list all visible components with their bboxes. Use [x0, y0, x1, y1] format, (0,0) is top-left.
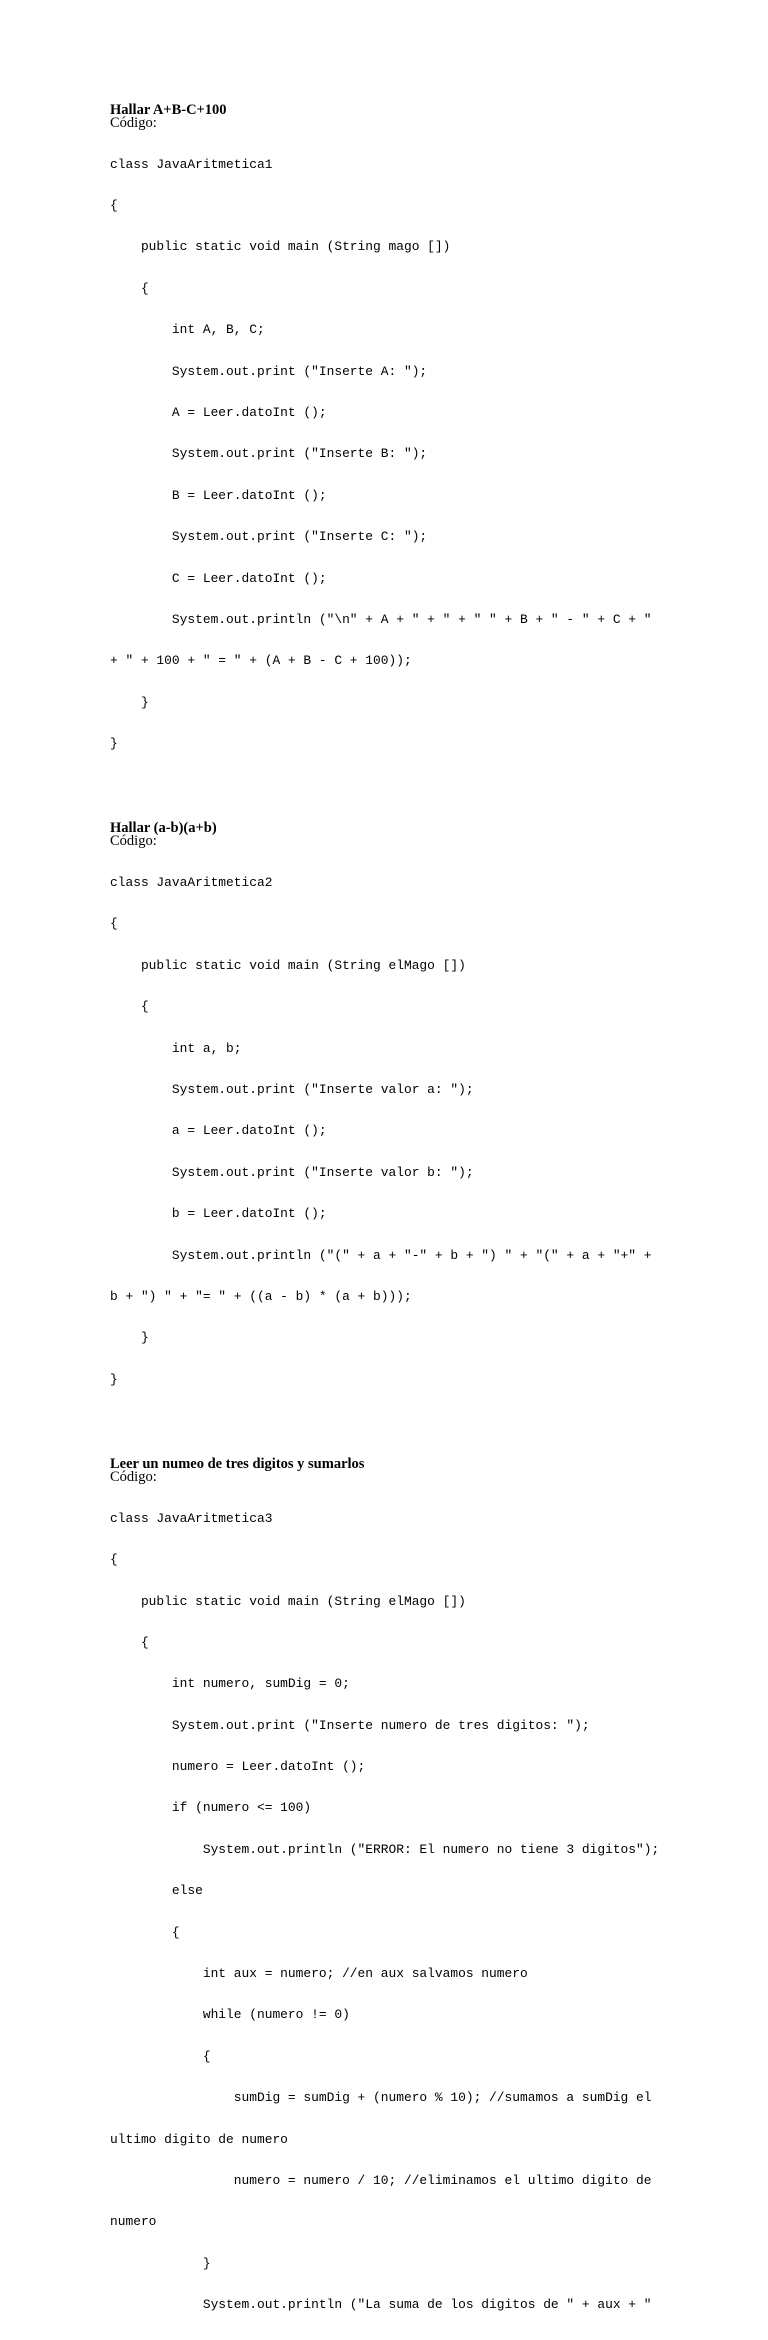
code-line: System.out.print ("Inserte B: ");: [110, 446, 428, 462]
code-line: public static void main (String mago []): [110, 239, 451, 255]
code-line: class JavaAritmetica1: [110, 156, 273, 172]
section-javaaritmetica2: [110, 821, 670, 1414]
code-line: System.out.print ("Inserte valor a: ");: [110, 1082, 474, 1097]
code-line: System.out.print ("Inserte C: ");: [110, 529, 428, 545]
code-line: }: [110, 694, 149, 710]
code-line: System.out.println ("La suma de los digitos de " + aux + ": [110, 2297, 652, 2313]
code-line: sumDig = sumDig + (numero % 10); //sumamos a sumDig el: [110, 2090, 652, 2106]
code-line: {: [110, 1552, 118, 1568]
code-line: ultimo digito de numero: [110, 2131, 288, 2147]
code-line: int numero, sumDig = 0;: [110, 1676, 350, 1692]
code-line: System.out.println ("(" + a + "-" + b + ") " + "(" + a + "+" +: [110, 1247, 652, 1263]
code-label: Código:: [110, 1469, 157, 1486]
code-line: if (numero <= 100): [110, 1800, 312, 1816]
code-line: System.out.print ("Inserte A: ");: [110, 363, 428, 379]
code-line: System.out.print ("Inserte numero de tres digitos: ");: [110, 1717, 590, 1733]
code-line: + " + 100 + " = " + (A + B - C + 100));: [110, 653, 412, 669]
code-line: }: [110, 1371, 118, 1387]
code-line: System.out.print ("Inserte valor b: ");: [110, 1164, 474, 1180]
code-line: A = Leer.datoInt ();: [110, 404, 327, 420]
code-line: class JavaAritmetica2: [110, 875, 273, 891]
document-page: [110, 103, 670, 2340]
section-heading: Hallar A+B-C+100: [110, 102, 227, 118]
code-line: numero = Leer.datoInt ();: [110, 1759, 366, 1775]
code-line: System.out.println ("ERROR: El numero no tiene 3 digitos");: [110, 1841, 660, 1857]
code-line: public static void main (String elMago []): [110, 1593, 466, 1609]
code-line: C = Leer.datoInt ();: [110, 570, 327, 586]
code-line: {: [110, 1634, 149, 1650]
code-line: b = Leer.datoInt ();: [110, 1206, 327, 1222]
code-line: {: [110, 916, 118, 932]
code-line: }: [110, 736, 118, 752]
code-line: {: [110, 1924, 180, 1940]
code-label: Código:: [110, 833, 157, 850]
code-line: {: [110, 999, 149, 1015]
code-block: [110, 130, 670, 778]
code-line: int aux = numero; //en aux salvamos numero: [110, 1966, 528, 1982]
code-line: int A, B, C;: [110, 322, 265, 338]
section-javaaritmetica3: [110, 1457, 670, 2339]
code-block: [110, 848, 670, 1414]
code-line: public static void main (String elMago []): [110, 957, 466, 973]
code-line: numero: [110, 2214, 157, 2230]
section-heading: Hallar (a-b)(a+b): [110, 820, 217, 837]
code-line: System.out.println ("\n" + A + " + " + " " + B + " - " + C + ": [110, 611, 652, 627]
code-line: B = Leer.datoInt ();: [110, 487, 327, 503]
code-line: a = Leer.datoInt ();: [110, 1123, 327, 1139]
code-line: }: [110, 2255, 211, 2271]
code-line: }: [110, 1330, 149, 1346]
code-line: {: [110, 2048, 211, 2064]
section-heading: Leer un numeo de tres digitos y sumarlos: [110, 1456, 365, 1473]
code-line: else: [110, 1883, 203, 1899]
code-line: {: [110, 280, 149, 296]
code-line: numero = numero / 10; //eliminamos el ultimo digito de: [110, 2172, 652, 2188]
code-line: {: [110, 197, 118, 213]
code-line: class JavaAritmetica3: [110, 1510, 273, 1526]
code-line: int a, b;: [110, 1040, 242, 1056]
code-line: b + ") " + "= " + ((a - b) * (a + b)));: [110, 1288, 412, 1304]
code-label: Código:: [110, 115, 157, 131]
code-block: [110, 1484, 670, 2339]
section-javaaritmetica1: [110, 103, 670, 778]
code-line: while (numero != 0): [110, 2007, 350, 2023]
